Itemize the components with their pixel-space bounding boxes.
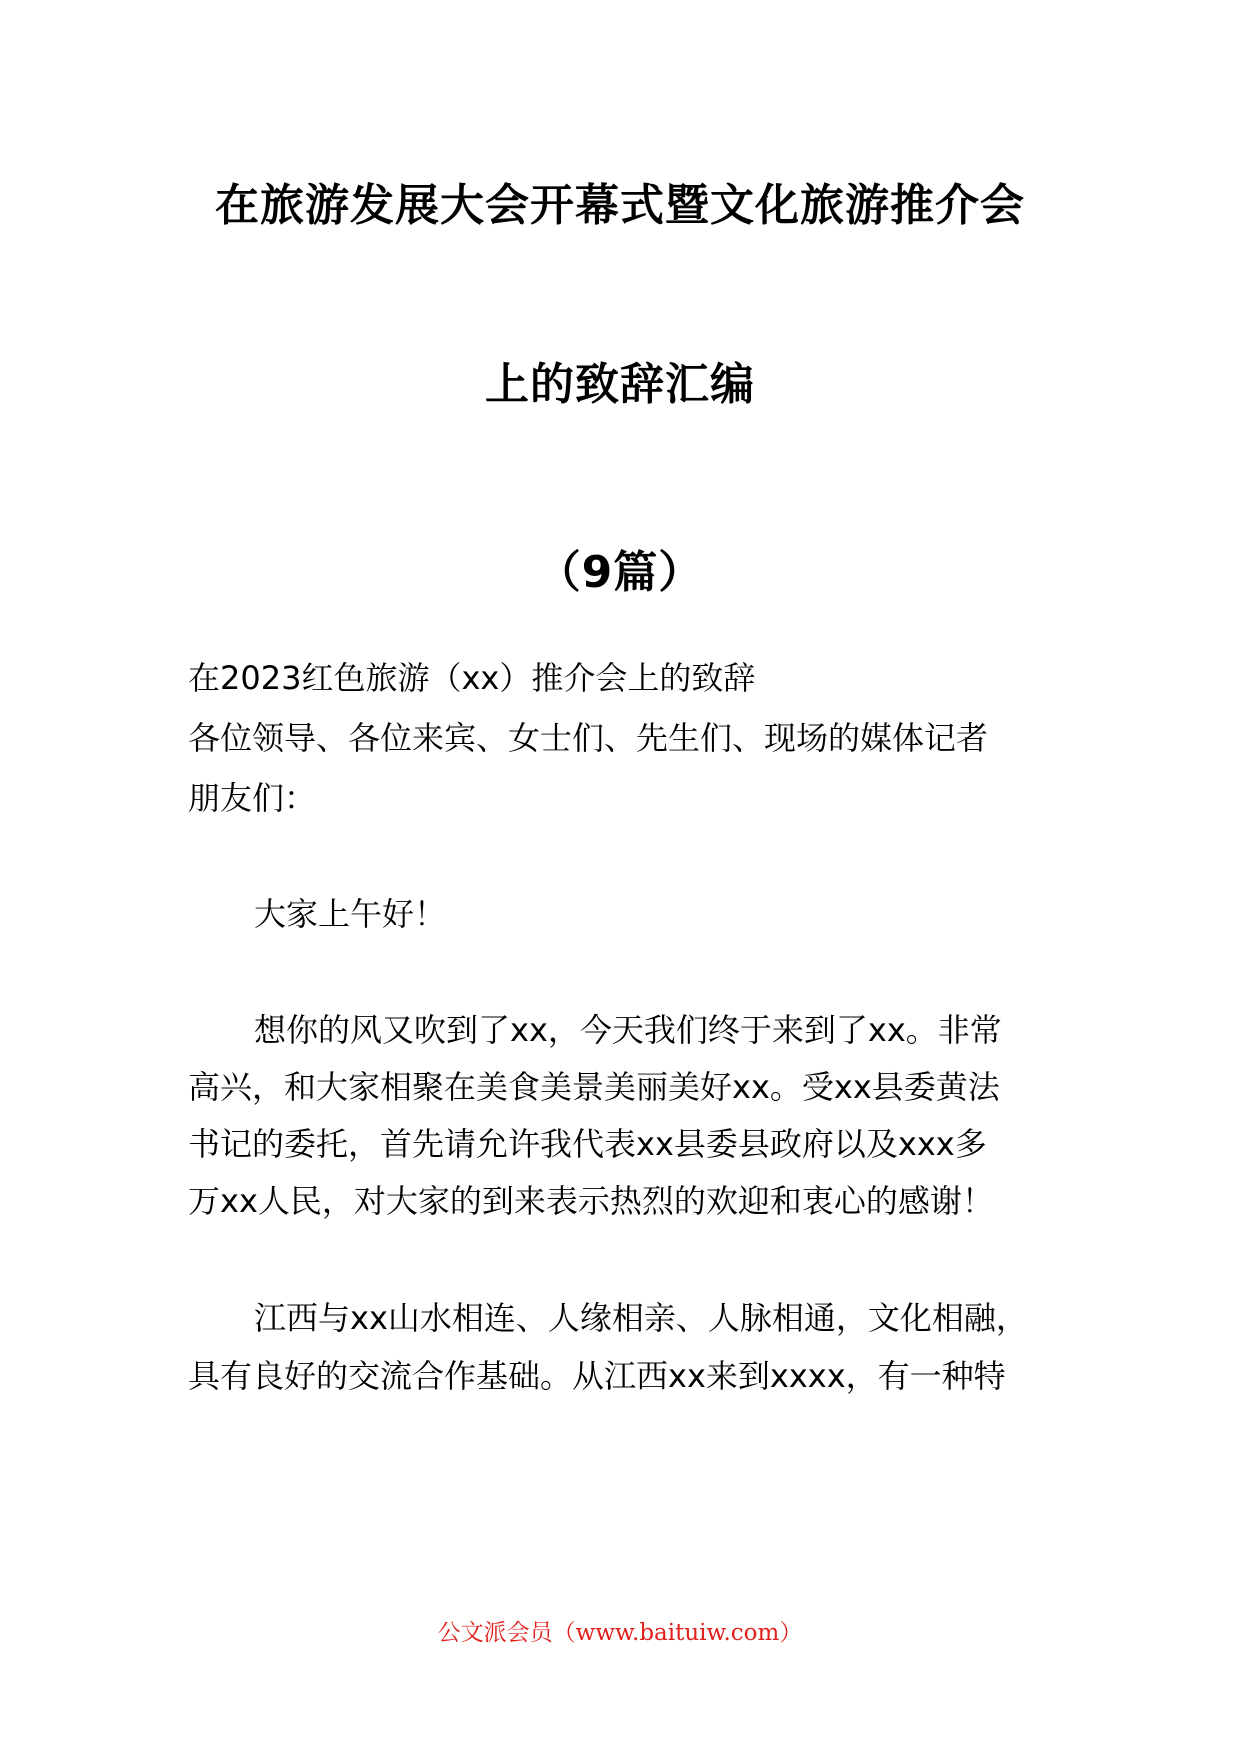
footer-watermark: 公文派会员（www.baituiw.com） bbox=[437, 1620, 803, 1646]
speech-heading: 在2023红色旅游（xx）推介会上的致辞 bbox=[188, 659, 756, 697]
salutation-line-2: 朋友们： bbox=[188, 779, 317, 817]
paragraph-1-line-3: 书记的委托，首先请允许我代表xx县委县政府以及xxx多 bbox=[188, 1125, 987, 1163]
paragraph-1-line-4: 万xx人民，对大家的到来表示热烈的欢迎和衷心的感谢！ bbox=[188, 1182, 994, 1220]
paragraph-2-line-1: 江西与xx山水相连、人缘相亲、人脉相通，文化相融， bbox=[254, 1299, 1028, 1337]
greeting-line: 大家上午好！ bbox=[254, 895, 447, 933]
salutation-line-1: 各位领导、各位来宾、女士们、先生们、现场的媒体记者 bbox=[188, 719, 989, 757]
paragraph-1-line-2: 高兴，和大家相聚在美食美景美丽美好xx。受xx县委黄法 bbox=[188, 1068, 1000, 1106]
paragraph-2-line-2: 具有良好的交流合作基础。从江西xx来到xxxx，有一种特 bbox=[188, 1357, 1006, 1395]
document-title-line-1: 在旅游发展大会开幕式暨文化旅游推介会 bbox=[215, 180, 1025, 231]
article-count: （9篇） bbox=[536, 547, 704, 598]
paragraph-1-line-1: 想你的风又吹到了xx，今天我们终于来到了xx。非常 bbox=[254, 1011, 1002, 1049]
document-title-line-2: 上的致辞汇编 bbox=[485, 359, 755, 410]
